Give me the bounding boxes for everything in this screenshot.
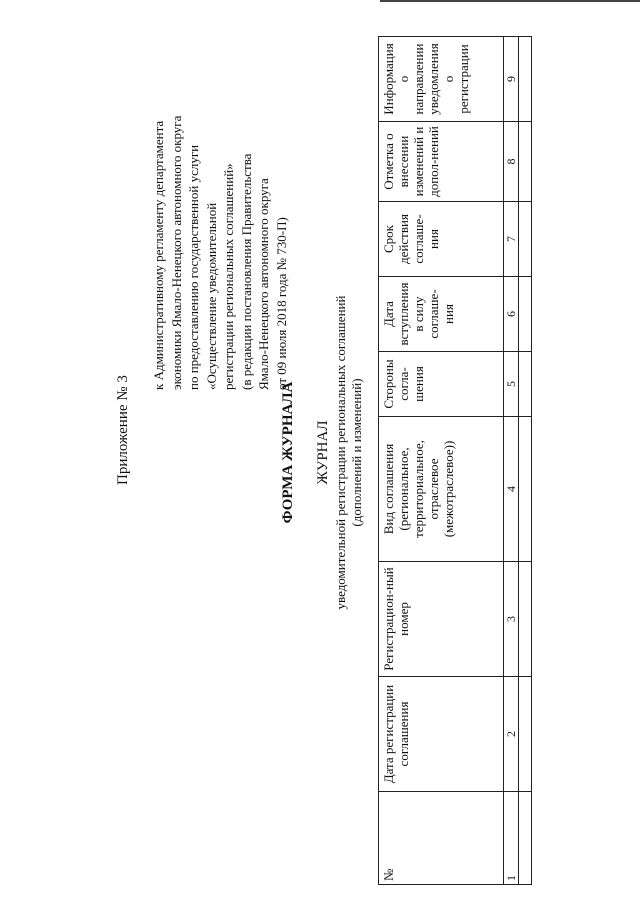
- column-number-cell: 8: [504, 122, 519, 202]
- approval-line: Ямало-Ненецкого автономного округа: [256, 178, 271, 390]
- table-row: [519, 37, 532, 885]
- empty-cell: [519, 677, 532, 792]
- table-row: [504, 37, 519, 885]
- journal-title: ЖУРНАЛ: [315, 420, 331, 485]
- column-number-cell: 9: [504, 37, 519, 122]
- journal-subtitle-line: (дополнений и изменений): [349, 378, 364, 527]
- header-cell-changes-mark: Отметка о внесении изменений и допол-нений: [379, 122, 504, 202]
- header-cell-registration-date: Дата регистрации соглашения: [379, 677, 504, 792]
- journal-subtitle: [333, 0, 365, 905]
- empty-cell: [519, 122, 532, 202]
- header-cell-parties: Стороны согла-шения: [379, 352, 504, 417]
- approval-line: «Осуществление уведомительной: [203, 202, 219, 390]
- approval-line: от 09 июля 2018 года № 730-П): [273, 217, 289, 390]
- column-number-cell: 7: [504, 202, 519, 277]
- registration-journal-table: [378, 36, 532, 885]
- header-cell-number: №: [379, 792, 504, 885]
- approval-line: экономики Ямало-Ненецкого автономного округа: [168, 115, 184, 390]
- column-number-cell: 5: [504, 352, 519, 417]
- header-cell-agreement-type: Вид соглашения (региональное, территориальное, отраслевое (межотраслевое)): [379, 417, 504, 562]
- empty-cell: [519, 352, 532, 417]
- empty-cell: [519, 417, 532, 562]
- header-cell-effective-date: Дата вступления в силу соглаше-ния: [379, 277, 504, 352]
- header-cell-validity-period: Срок действия соглаше-ния: [379, 202, 504, 277]
- empty-cell: [519, 792, 532, 885]
- empty-cell: [519, 37, 532, 122]
- form-title: ФОРМА ЖУРНАЛА: [280, 381, 296, 524]
- column-number-cell: 2: [504, 677, 519, 792]
- table-header-row: [379, 37, 504, 885]
- column-number-cell: 3: [504, 562, 519, 677]
- empty-cell: [519, 202, 532, 277]
- approval-line: регистрации региональных соглашений»: [221, 163, 236, 390]
- column-number-cell: 4: [504, 417, 519, 562]
- header-cell-registration-number: Регистрацион-ный номер: [379, 562, 504, 677]
- approval-block: [150, 10, 290, 390]
- header-cell-notification-info: Информация о направлении уведомления о регистрации: [379, 37, 504, 122]
- column-number-cell: 1: [504, 792, 519, 885]
- journal-subtitle-line: уведомительной регистрации региональных соглашений: [333, 295, 348, 610]
- column-number-cell: 6: [504, 277, 519, 352]
- approval-line: (в редакции постановления Правительства: [238, 153, 254, 390]
- approval-line: к Административному регламенту департамента: [151, 120, 166, 390]
- appendix-title: Приложение № 3: [115, 375, 131, 485]
- empty-cell: [519, 277, 532, 352]
- empty-cell: [519, 562, 532, 677]
- approval-line: по предоставлению государственной услуги: [186, 144, 201, 390]
